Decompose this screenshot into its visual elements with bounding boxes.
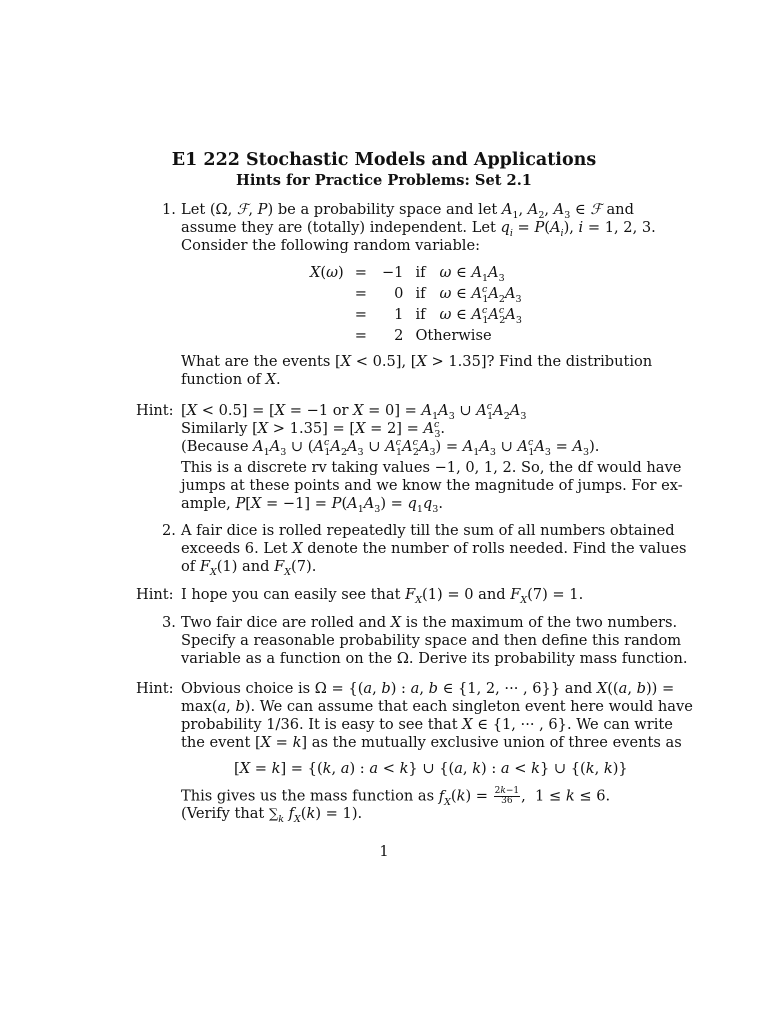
page-number: 1	[379, 843, 389, 860]
problem-1-number: 1.	[162, 201, 176, 218]
hint-1-line-5: jumps at these points and we know the magnitude of jumps. For ex-	[181, 477, 683, 494]
hint-1-line-2: Similarly $[X > 1.35] = [X = 2] = A^c_3$.	[181, 419, 446, 440]
page-title: E1 222 Stochastic Models and Applications	[171, 150, 597, 170]
definition-row: = 0 if ω ∈ $A^c_1A_2A_3$	[354, 284, 522, 305]
hint-3-line-4: the event [X = k] as the mutually exclusive union of three events as	[181, 734, 682, 751]
problem-1-question-line-1: What are the events [X < 0.5], [X > 1.35]? Find the distribution	[181, 353, 653, 370]
problem-2-line-2: exceeds 6. Let X denote the number of rolls needed. Find the values	[181, 540, 687, 557]
page-subtitle: Hints for Practice Problems: Set 2.1	[236, 172, 532, 189]
random-variable-definition	[305, 262, 527, 346]
hint-1-line-6: ample, $P[X = -1] = P(A_1A_3) = q_1q_3$.	[181, 495, 443, 515]
hint-3-line-5: This gives us the mass function as $f_X(k)$ = $\frac{2k-1}{36}$ , 1 ≤ k ≤ 6.	[181, 786, 611, 808]
hint-3-display-equation: [X = k] = {(k, a) : a < k} ∪ {(a, k) : a < k} ∪ {(k, k)}	[234, 760, 628, 777]
problem-1-line-2: assume they are (totally) independent. Let $q_i = P(A_i)$, i = 1, 2, 3.	[181, 219, 656, 239]
problem-1-line-3: Consider the following random variable:	[181, 237, 481, 254]
definition-row: = 2 Otherwise	[354, 327, 492, 344]
problem-3-line-1: Two fair dice are rolled and X is the maximum of the two numbers.	[181, 614, 678, 631]
problem-2-line-1: A fair dice is rolled repeatedly till the sum of all numbers obtained	[181, 522, 675, 539]
hint-1-label: Hint:	[136, 402, 174, 419]
problem-3-number: 3.	[162, 614, 176, 631]
hint-3-label: Hint:	[136, 680, 174, 697]
fraction: $\frac{2k-1}{36}$	[494, 786, 520, 806]
hint-3-line-1: Obvious choice is Ω = {(a, b) : a, b ∈ {1, 2, ··· , 6}} and X((a, b)) =	[181, 680, 675, 697]
problem-1-question-line-2: function of X.	[181, 371, 281, 388]
problem-1-line-1: Let (Ω, ℱ, P) be a probability space and let $A_1$, $A_2$, $A_3$ ∈ ℱ and	[181, 201, 634, 221]
hint-1-line-4: This is a discrete rv taking values −1, 0, 1, 2. So, the df would have	[181, 459, 682, 476]
hint-2-line-1: I hope you can easily see that $F_X(1) = 0$ and $F_X(7) = 1$.	[181, 586, 584, 606]
hint-1-line-1: [X < 0.5] = [X = −1 or $X = 0] = A_1A_3$ ∪ $A^c_1A_2A_3$	[181, 401, 527, 422]
hint-3-line-3: probability 1/36. It is easy to see that X ∈ {1, ··· , 6}. We can write	[181, 716, 673, 733]
problem-2-number: 2.	[162, 522, 176, 539]
definition-row: X(ω) = −1 if ω ∈ $A_1A_3$	[310, 264, 505, 284]
hint-3-line-6: (Verify that $\sum_k$ $f_X(k) = 1$).	[181, 805, 363, 825]
problem-3-line-3: variable as a function on the Ω. Derive its probability mass function.	[181, 650, 688, 667]
problem-2-line-3: of $F_X(1)$ and $F_X(7)$.	[181, 558, 317, 578]
definition-row: = 1 if ω ∈ $A^c_1A^c_2A_3$	[354, 305, 522, 326]
hint-3-line-2: max(a, b). We can assume that each singleton event here would have	[181, 698, 693, 715]
hint-1-line-3: (Because $A_1A_3$ ∪ ($A^c_1A_2A_3$ ∪ $A^c_1A^c_2A_3) = A_1A_3$ ∪ $A^c_1A_3 = A_3$).	[181, 437, 600, 458]
problem-3-line-2: Specify a reasonable probability space and then define this random	[181, 632, 682, 649]
hint-2-label: Hint:	[136, 586, 174, 603]
